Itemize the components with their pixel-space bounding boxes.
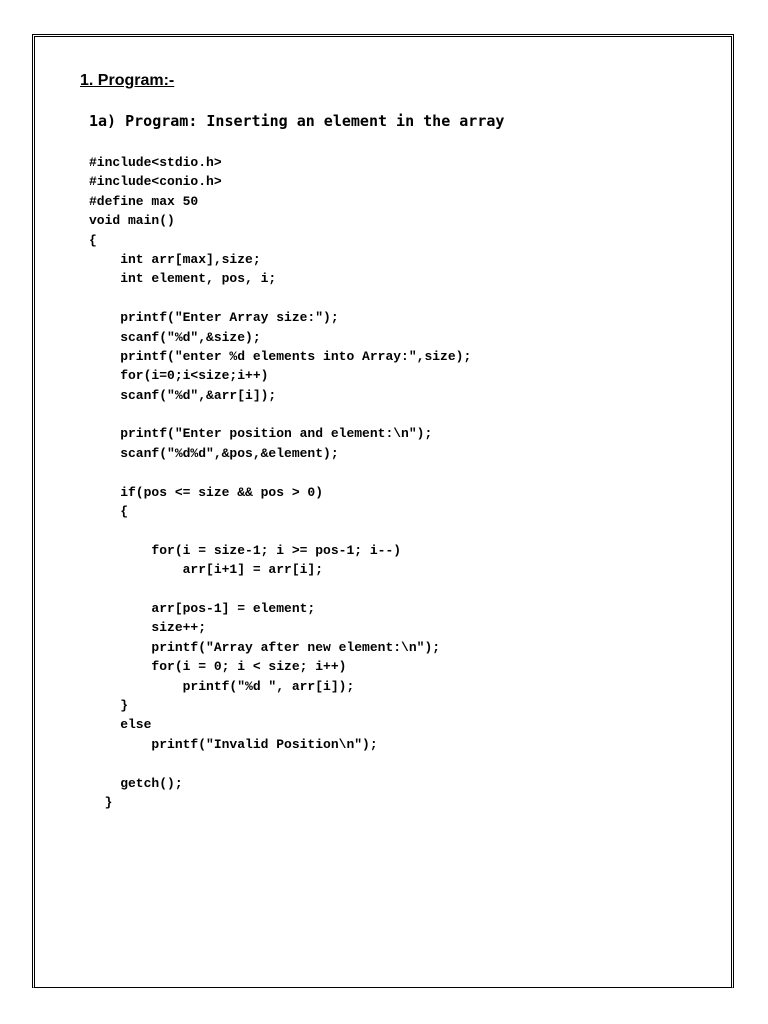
code-line: arr[i+1] = arr[i];: [89, 562, 324, 578]
code-line: printf("Enter Array size:");: [89, 310, 339, 326]
code-block: [89, 153, 471, 812]
code-line: printf("Invalid Position\n");: [89, 736, 378, 752]
code-line: scanf("%d%d",&pos,&element);: [89, 445, 339, 461]
code-line: printf("%d ", arr[i]);: [89, 678, 355, 694]
code-line: [89, 521, 471, 540]
code-line: #include<stdio.h>: [89, 155, 222, 170]
code-line: #define max 50: [89, 193, 199, 209]
code-line: int arr[max],size;: [89, 251, 261, 267]
code-line: int element, pos, i;: [89, 271, 277, 287]
code-line: [89, 405, 471, 424]
code-line: size++;: [89, 620, 207, 636]
code-line: printf("enter %d elements into Array:",size);: [89, 348, 472, 364]
code-line: void main(): [89, 213, 175, 229]
code-line: printf("Array after new element:\n");: [89, 639, 441, 655]
code-line: arr[pos-1] = element;: [89, 600, 316, 616]
program-title: 1a) Program: Inserting an element in the array: [89, 112, 505, 130]
code-line: }: [89, 697, 129, 713]
code-line: {: [89, 232, 97, 248]
code-line: {: [89, 504, 129, 520]
code-line: [89, 463, 471, 482]
code-line: }: [89, 794, 113, 810]
code-line: #include<conio.h>: [89, 174, 222, 190]
code-line: [89, 754, 471, 773]
code-line: scanf("%d",&arr[i]);: [89, 387, 277, 403]
code-line: getch();: [89, 775, 183, 791]
code-line: for(i = size-1; i >= pos-1; i--): [89, 542, 402, 558]
code-line: if(pos <= size && pos > 0): [89, 484, 324, 500]
code-line: printf("Enter position and element:\n");: [89, 426, 433, 442]
code-line: for(i = 0; i < size; i++): [89, 659, 347, 675]
code-line: for(i=0;i<size;i++): [89, 368, 269, 384]
code-line: [89, 289, 471, 308]
code-line: else: [89, 717, 152, 733]
section-heading: 1. Program:-: [80, 72, 175, 89]
code-line: scanf("%d",&size);: [89, 329, 261, 345]
code-line: [89, 580, 471, 599]
